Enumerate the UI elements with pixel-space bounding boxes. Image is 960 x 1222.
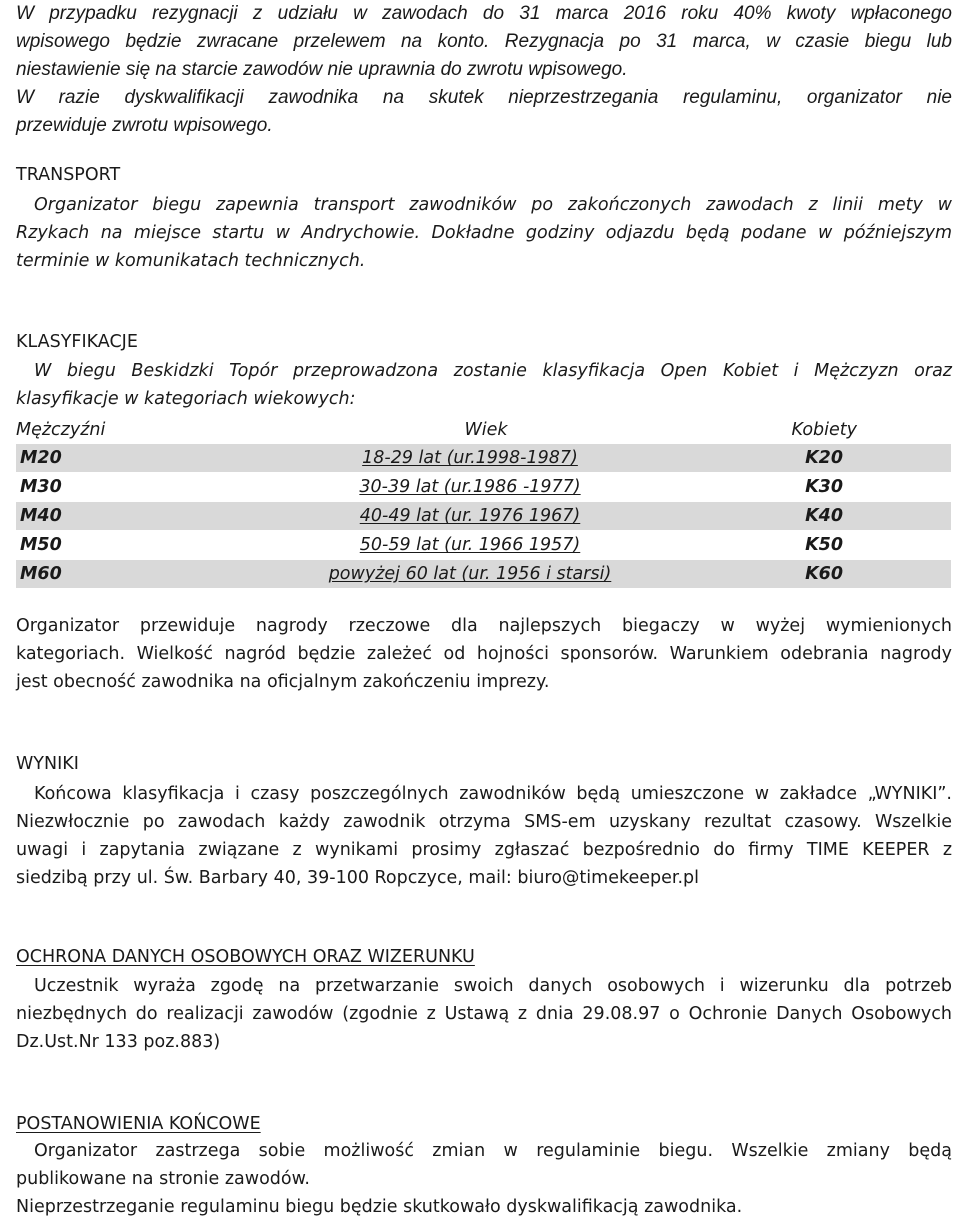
women-category: K60 [805, 564, 843, 584]
prizes-paragraph [16, 612, 952, 696]
age-range: powyżej 60 lat (ur. 1956 i starsi) [328, 564, 612, 584]
prizes-line: jest obecność zawodnika na oficjalnym zakończeniu imprezy. [16, 672, 550, 692]
wyniki-heading: WYNIKI [16, 754, 79, 774]
categories-table [16, 416, 951, 589]
men-category: M40 [20, 506, 62, 526]
intro-line: W razie dyskwalifikacji zawodnika na skutek nieprzestrzegania regulaminu, organizator nie [16, 87, 952, 108]
age-range: 30-39 lat (ur.1986 -1977) [359, 477, 581, 497]
women-category: K50 [805, 535, 843, 555]
age-range: 50-59 lat (ur. 1966 1957) [359, 535, 581, 555]
wyniki-line: Końcowa klasyfikacja i czasy poszczególnych zawodników będą umieszczone w zakładce „WYNIKI”. [34, 784, 952, 804]
women-category: K40 [805, 506, 843, 526]
women-category: K20 [805, 448, 843, 468]
men-category: M20 [20, 448, 62, 468]
table-row [16, 473, 951, 502]
postanowienia-line: Organizator zastrzega sobie możliwość zmian w regulaminie biegu. Wszelkie zmiany będą [34, 1141, 952, 1161]
prizes-line: Organizator przewiduje nagrody rzeczowe dla najlepszych biegaczy w wyżej wymienionych [16, 616, 952, 636]
transport-line: Organizator biegu zapewnia transport zawodników po zakończonych zawodach z linii mety w [34, 195, 952, 215]
men-category: M60 [20, 564, 62, 584]
intro-line: niestawienie się na starcie zawodów nie uprawnia do zwrotu wpisowego. [16, 59, 628, 80]
header-men: Mężczyźni [16, 420, 106, 440]
klasyfikacje-section [16, 329, 952, 413]
men-category: M50 [20, 535, 62, 555]
age-range: 18-29 lat (ur.1998-1987) [362, 448, 578, 468]
klasyfikacje-line: klasyfikacje w kategoriach wiekowych: [16, 389, 356, 409]
postanowienia-section [16, 1111, 952, 1221]
table-row [16, 560, 951, 589]
men-category: M30 [20, 477, 62, 497]
klasyfikacje-line: W biegu Beskidzki Topór przeprowadzona zostanie klasyfikacja Open Kobiet i Mężczyzn oraz [34, 361, 952, 381]
header-age: Wiek [464, 420, 508, 440]
women-category: K30 [805, 477, 843, 497]
transport-section [16, 162, 952, 275]
table-header [16, 416, 951, 444]
ochrona-line: Uczestnik wyraża zgodę na przetwarzanie swoich danych osobowych i wizerunku dla potrzeb [34, 976, 952, 996]
transport-line: terminie w komunikatach technicznych. [16, 251, 366, 271]
age-range: 40-49 lat (ur. 1976 1967) [359, 506, 581, 526]
table-row [16, 502, 951, 531]
table-row [16, 531, 951, 560]
wyniki-section [16, 751, 952, 892]
ochrona-heading: OCHRONA DANYCH OSOBOWYCH ORAZ WIZERUNKU [16, 947, 475, 967]
intro-line: W przypadku rezygnacji z udziału w zawodach do 31 marca 2016 roku 40% kwoty wpłaconego [16, 3, 952, 24]
header-women: Kobiety [791, 420, 857, 440]
ochrona-line: Dz.Ust.Nr 133 poz.883) [16, 1032, 221, 1052]
postanowienia-line: publikowane na stronie zawodów. [16, 1169, 310, 1189]
prizes-line: kategoriach. Wielkość nagród będzie zależeć od hojności sponsorów. Warunkiem odebrania nagrody [16, 644, 952, 664]
postanowienia-heading: POSTANOWIENIA KOŃCOWE [16, 1114, 261, 1134]
intro-line: wpisowego będzie zwracane przelewem na konto. Rezygnacja po 31 marca, w czasie biegu lub [16, 31, 952, 52]
transport-heading: TRANSPORT [16, 165, 121, 185]
wyniki-line: uwagi i zapytania związane z wynikami prosimy zgłaszać bezpośrednio do firmy TIME KEEPER z [16, 840, 952, 860]
intro-line: przewiduje zwrotu wpisowego. [16, 115, 273, 136]
wyniki-line: siedzibą przy ul. Św. Barbary 40, 39-100 Ropczyce, mail: biuro@timekeeper.pl [16, 868, 700, 888]
postanowienia-line: Nieprzestrzeganie regulaminu biegu będzie skutkowało dyskwalifikacją zawodnika. [16, 1197, 743, 1217]
ochrona-line: niezbędnych do realizacji zawodów (zgodnie z Ustawą z dnia 29.08.97 o Ochronie Danych Osobowych [16, 1004, 952, 1024]
klasyfikacje-heading: KLASYFIKACJE [16, 332, 138, 352]
table-row [16, 444, 951, 473]
ochrona-section [16, 944, 952, 1056]
transport-line: Rzykach na miejsce startu w Andrychowie. Dokładne godziny odjazdu będą podane w późniejszym [16, 223, 952, 243]
wyniki-line: Niezwłocznie po zawodach każdy zawodnik otrzyma SMS-em uzyskany rezultat czasowy. Wszelkie [16, 812, 952, 832]
